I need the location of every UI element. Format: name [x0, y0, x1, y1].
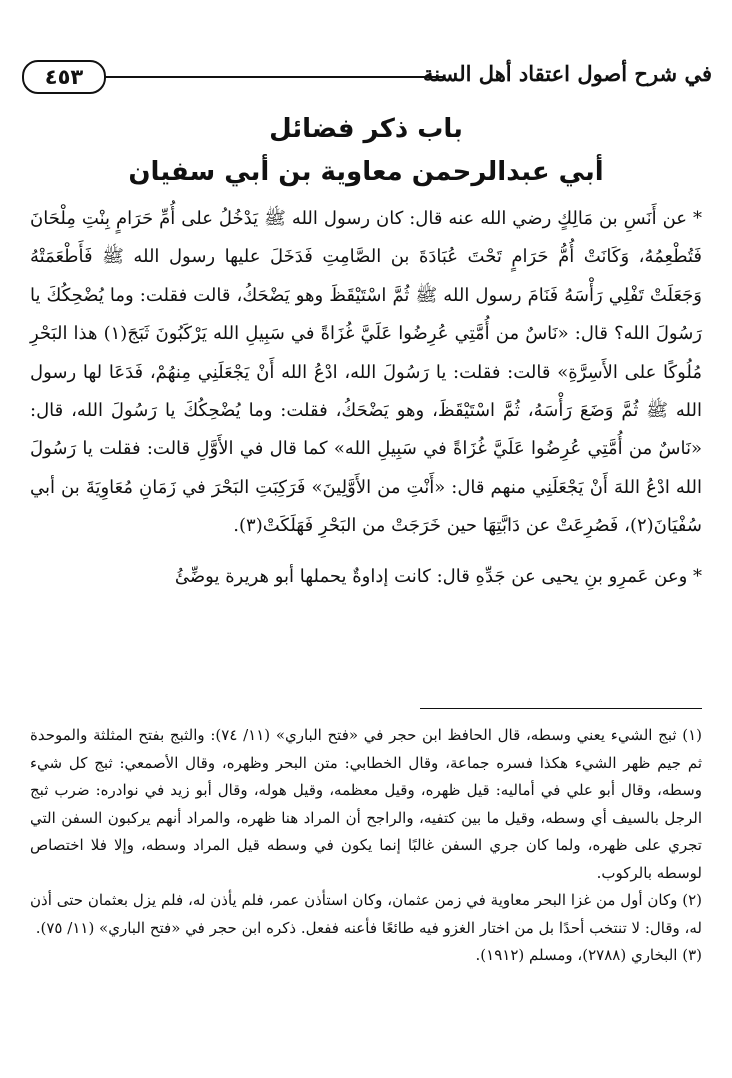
running-header [22, 52, 712, 102]
header-rule [104, 76, 444, 78]
footnotes [30, 722, 702, 970]
chapter-title-line-1: باب ذكر فضائل [269, 114, 463, 144]
main-text [30, 200, 702, 596]
footnote-1: (١) ثبج الشيء يعني وسطه، قال الحافظ ابن حجر في «فتح الباري» (١١/ ٧٤): والثبج بفتح المثلثة والموحدة ثم جيم ظهر الشيء هكذا فسره جماعة، وقال الخطابي: متن البحر وظهره، وقال الأصمعي: ثبج كل شيء وسطه، وقال أبو علي في أماليه: قيل ظهره، وقيل معظمه، وقيل هوله، وقال أبو زيد في نوادره: ضرب ثبج الرجل بالسيف أي وسطه، وقيل ما بين كتفيه، والراجح أن المراد هنا ظهره، والمراد أنهم يركبون السفن التي تجري على ظهره، ولما كان جري السفن غالبًا إنما يكون في وسطه قيل المراد وسطه، وإلا فلا اختصاص لوسطه بالركوب. [30, 726, 702, 882]
footnote-separator [420, 708, 702, 709]
running-title: في شرح أصول اعتقاد أهل السنة [422, 61, 712, 86]
paragraph-hadith-anas: * عن أَنَسِ بن مَالِكٍ رضي الله عنه قال: كان رسول الله ﷺ يَدْخُلُ على أُمِّ حَرَامٍ بِنْتِ مِلْحَانَ فَتُطْعِمُهُ، وَكَانَتْ أُمُّ حَرَامٍ تَحْتَ عُبَادَةَ بن الصَّامِتِ فَدَخَلَ عليها رسول الله ﷺ فَأَطْعَمَتْهُ وَجَعَلَتْ تَفْلِي رَأْسَهُ فَنَامَ رسول الله ﷺ ثُمَّ اسْتَيْقَظَ وهو يَضْحَكُ، قالت فقلت: وما يُضْحِكُكَ يا رَسُولَ الله؟ قال: «نَاسٌ من أُمَّتِي عُرِضُوا عَلَيَّ غُزَاةً في سَبِيلِ الله يَرْكَبُونَ ثَبَجَ(١) هذا البَحْرِ مُلُوكًا على الأَسِرَّةِ» قالت: فقلت: يا رَسُولَ الله، ادْعُ الله أَنْ يَجْعَلَنِي مِنهُمْ، فَدَعَا لها رسول الله ﷺ ثُمَّ وَضَعَ رَأْسَهُ، ثُمَّ اسْتَيْقَظَ، وهو يَضْحَكُ، فقلت: وما يُضْحِكُكَ يا رَسُولَ الله، قال: «نَاسٌ من أُمَّتِي عُرِضُوا عَلَيَّ غُزَاةً في سَبِيلِ الله» كما قال في الأَوَّلِ قالت: فقلت يا رَسُولَ الله ادْعُ اللهَ أَنْ يَجْعَلَنِي منهم قال: «أَنْتِ من الأَوَّلِينَ» فَرَكِبَتِ البَحْرَ في زَمَانِ مُعَاوِيَةَ بن أبي سُفْيَانَ(٢)، فَصُرِعَتْ عن دَابَّتِهَا حين خَرَجَتْ من البَحْرِ فَهَلَكَتْ(٣). [30, 208, 703, 537]
footnote-3: (٣) البخاري (٢٧٨٨)، ومسلم (١٩١٢). [475, 946, 702, 964]
page-number-badge: ٤٥٣ [22, 60, 106, 94]
chapter-title-line-2: أبي عبدالرحمن معاوية بن أبي سفيان [128, 157, 604, 187]
footnote-2: (٢) وكان أول من غزا البحر معاوية في زمن عثمان، وكان استأذن عمر، فلم يأذن له، فلم يزل بعثمان حتى أذن له، وقال: لا تنتخب أحدًا بل من اختار الغزو فيه طائعًا فأعنه ففعل. ذكره ابن حجر في «فتح الباري» (١١/ ٧٥). [30, 891, 702, 937]
paragraph-hadith-amr: * وعن عَمرِو بنِ يحيى عن جَدِّهِ قال: كانت إداوةٌ يحملها أبو هريرة يوضِّئُ [174, 565, 702, 587]
